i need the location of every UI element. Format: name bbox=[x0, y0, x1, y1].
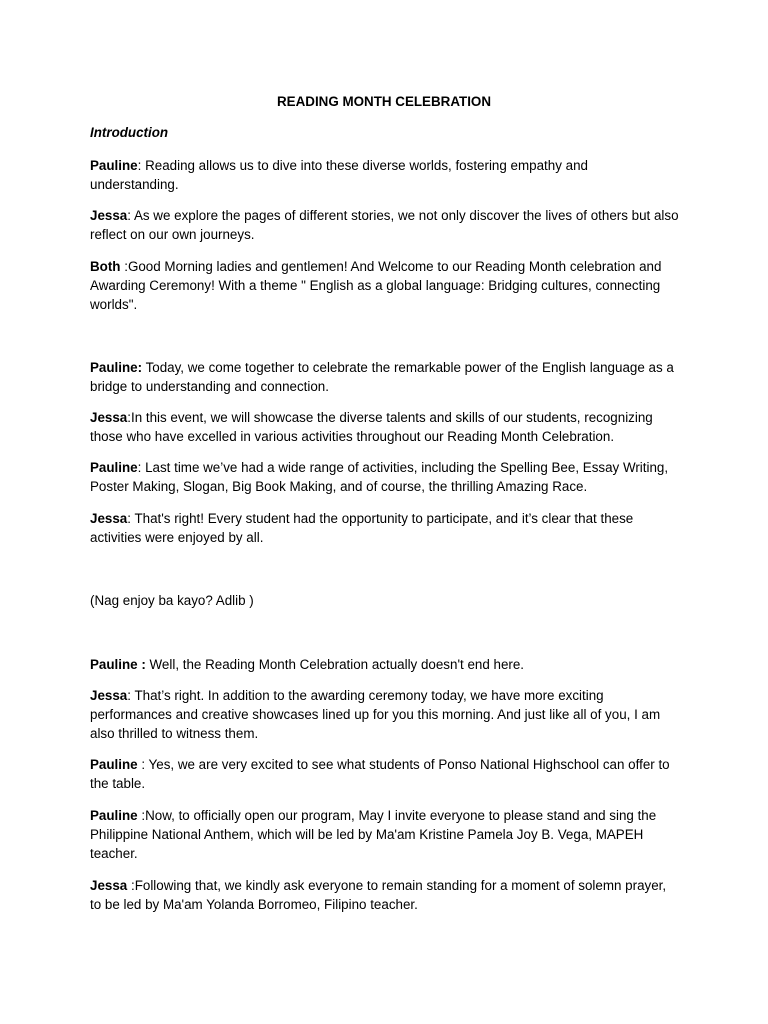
dialogue-text: :Good Morning ladies and gentlemen! And Welcome to our Reading Month celebration and Awarding Ceremony! With a theme " English as a global language: Bridging cultures, connecting worlds". bbox=[90, 259, 662, 312]
speaker-name: Jessa bbox=[90, 410, 128, 425]
dialogue-text: : That’s right. In addition to the awarding ceremony today, we have more exciting performances and creative showcases lined up for you this morning. And just like all of you, I am also thrilled to witness them. bbox=[90, 688, 661, 741]
dialogue-paragraph bbox=[90, 257, 680, 314]
dialogue-text: : Last time we’ve had a wide range of activities, including the Spelling Bee, Essay Writing, Poster Making, Slogan, Big Book Making, and of course, the thrilling Amazing Race. bbox=[90, 460, 669, 494]
speaker-name: Pauline bbox=[90, 757, 138, 772]
speaker-name: Pauline bbox=[90, 808, 138, 823]
speaker-name: Both bbox=[90, 259, 121, 274]
dialogue-paragraph bbox=[90, 876, 680, 914]
document-title: READING MONTH CELEBRATION bbox=[277, 94, 491, 109]
dialogue-text: : Yes, we are very excited to see what students of Ponso National Highschool can offer to the table. bbox=[90, 757, 670, 791]
dialogue-text: Well, the Reading Month Celebration actually doesn't end here. bbox=[145, 657, 525, 672]
dialogue-paragraph bbox=[90, 408, 680, 446]
dialogue-paragraph bbox=[90, 806, 680, 863]
dialogue-paragraph bbox=[90, 358, 680, 396]
dialogue-paragraph bbox=[90, 509, 680, 547]
section-heading-introduction: Introduction bbox=[90, 125, 169, 140]
dialogue-text: Today, we come together to celebrate the remarkable power of the English language as a bridge to understanding and connection. bbox=[90, 360, 674, 394]
dialogue-text: :Now, to officially open our program, May I invite everyone to please stand and sing the Philippine National Anthem, which will be led by Ma'am Kristine Pamela Joy B. Vega, MAPEH teacher. bbox=[90, 808, 657, 861]
dialogue-paragraph bbox=[90, 206, 680, 244]
dialogue-paragraph bbox=[90, 655, 680, 674]
speaker-name: Pauline bbox=[90, 460, 138, 475]
dialogue-text: : That's right! Every student had the opportunity to participate, and it’s clear that these activities were enjoyed by all. bbox=[90, 511, 634, 545]
dialogue-paragraph bbox=[90, 686, 680, 743]
dialogue-paragraph bbox=[90, 755, 680, 793]
stage-direction bbox=[90, 591, 680, 610]
speaker-name: Jessa bbox=[90, 208, 128, 223]
dialogue-text: :In this event, we will showcase the diverse talents and skills of our students, recognizing those who have excelled in various activities throughout our Reading Month Celebration. bbox=[90, 410, 653, 444]
speaker-name: Pauline : bbox=[90, 657, 146, 672]
stage-direction-text: (Nag enjoy ba kayo? Adlib ) bbox=[90, 593, 254, 608]
dialogue-paragraph bbox=[90, 458, 680, 496]
speaker-name: Pauline: bbox=[90, 360, 143, 375]
speaker-name: Jessa bbox=[90, 878, 128, 893]
speaker-name: Jessa bbox=[90, 688, 128, 703]
dialogue-text: : As we explore the pages of different stories, we not only discover the lives of others but also reflect on our own journeys. bbox=[90, 208, 679, 242]
dialogue-paragraph bbox=[90, 156, 680, 194]
dialogue-text: : Reading allows us to dive into these diverse worlds, fostering empathy and understanding. bbox=[90, 158, 588, 192]
speaker-name: Pauline bbox=[90, 158, 138, 173]
speaker-name: Jessa bbox=[90, 511, 128, 526]
dialogue-text: :Following that, we kindly ask everyone to remain standing for a moment of solemn prayer, to be led by Ma'am Yolanda Borromeo, Filipino teacher. bbox=[90, 878, 667, 912]
